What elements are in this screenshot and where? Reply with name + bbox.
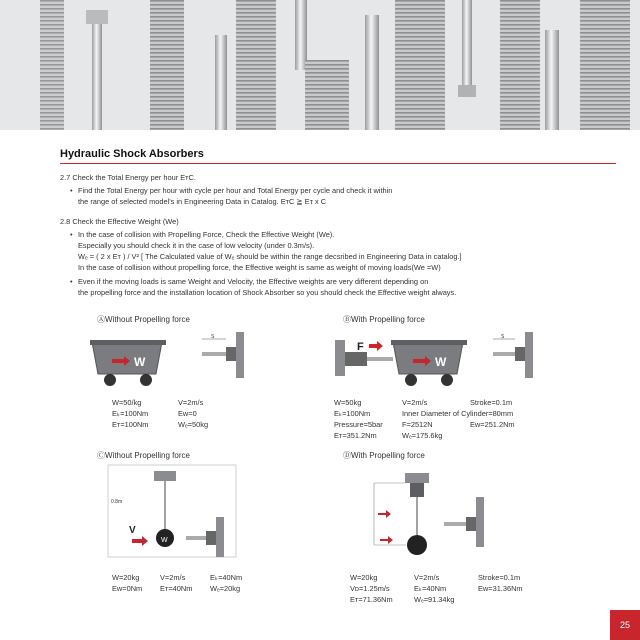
figure-d-pendulum-diagram — [360, 465, 510, 560]
cart-wheel — [441, 374, 453, 386]
section-2-8-bullet-line: Especially you should check it in the case of low velocity (under 0.3m/s). — [78, 241, 315, 250]
spec-d-5: Eₖ=40Nm — [414, 584, 447, 593]
pivot-mount — [405, 473, 429, 483]
spec-b-6: Pressure=5bar — [334, 420, 383, 429]
hero-photo — [0, 0, 640, 130]
propel-cylinder — [345, 352, 367, 366]
pivot-mount — [154, 471, 176, 481]
spec-c-6: Wₑ=20kg — [210, 584, 241, 593]
figure-b-cart-diagram — [335, 330, 545, 392]
figure-c-pendulum-diagram — [108, 465, 243, 565]
title-divider — [60, 163, 616, 164]
spec-d-7: Eᴛ=71.36Nm — [350, 595, 393, 604]
figure-b-label: ⒷWith Propelling force — [343, 315, 425, 324]
mounting-wall — [525, 332, 533, 378]
propel-cylinder — [410, 483, 424, 497]
cylinder-rod — [367, 357, 393, 361]
figure-a-cart-diagram — [90, 330, 260, 392]
cart-body — [92, 342, 162, 374]
spec-c-5: Eᴛ=40Nm — [160, 584, 193, 593]
spec-a-4: Eᴡ=0 — [178, 409, 197, 418]
spec-b-7: F=2512N — [402, 420, 433, 429]
figure-d-label: ⒹWith Propelling force — [343, 451, 425, 460]
spec-d-1: W=20kg — [350, 573, 378, 582]
height-label: 0.8m — [111, 499, 123, 505]
mounting-wall — [236, 332, 244, 378]
section-2-8-bullet-line: • Even if the moving loads is same Weight and Velocity, the Effective weights are very different depending on — [78, 276, 428, 287]
section-2-8-bullet-line: In the case of collision without propelling force, the Effective weight is same as weight of moving loads(We =W) — [78, 263, 441, 272]
cart-weight-letter: W — [134, 355, 146, 369]
stroke-label: S — [211, 334, 215, 340]
stroke-label: S — [501, 334, 505, 340]
spec-a-3: Eₖ=100Nm — [112, 409, 149, 418]
spec-d-3: Stroke=0.1m — [478, 573, 521, 582]
cart-wheel — [104, 374, 116, 386]
absorber-body — [466, 517, 476, 531]
section-2-7-heading: 2.7 Check the Total Energy per hour EᴛC. — [60, 173, 196, 182]
force-arrow-icon — [369, 341, 383, 351]
spec-b-1: W=50kg — [334, 398, 362, 407]
spec-c-4: Eᴡ=0Nm — [112, 584, 143, 593]
section-2-7-bullet-line: • Find the Total Energy per hour with cycle per hour and Total Energy per cycle and check it within — [78, 185, 392, 196]
absorber-body — [226, 347, 236, 361]
ball-weight-letter: W — [161, 537, 168, 544]
figure-c-label: ⒸWithout Propelling force — [97, 451, 190, 460]
pendulum-ball — [407, 535, 427, 555]
cylinder-wall — [335, 340, 345, 376]
cart-wheel — [405, 374, 417, 386]
cart-weight-letter: W — [435, 355, 447, 369]
spec-c-2: V=2m/s — [160, 573, 186, 582]
section-2-8-bullet-line: • In the case of collision with Propelling Force, Check the Effective Weight (We). — [78, 229, 334, 240]
spec-a-6: Wₑ=50kg — [178, 420, 209, 429]
section-2-8-heading: 2.8 Check the Effective Weight (We) — [60, 217, 179, 226]
absorber-rod — [493, 352, 515, 356]
spec-b-5: Inner Diameter of Cylinder=80mm — [402, 409, 514, 418]
spec-b-2: V=2m/s — [402, 398, 428, 407]
spec-d-4: Vᴅ=1.25m/s — [350, 584, 390, 593]
spec-d-6: Eᴡ=31.36Nm — [478, 584, 523, 593]
force-letter: F — [357, 341, 364, 353]
force-arrow-icon — [378, 510, 391, 518]
spec-b-10: Wₑ=175.6kg — [402, 431, 443, 440]
mounting-wall — [476, 497, 484, 547]
section-2-8-formula: Wₑ = ( 2 x Eᴛ ) / V² [ The Calculated value of Wₑ should be within the range decsribed in Engineering Data in catalog.] — [78, 252, 462, 261]
shock-absorber-photo — [0, 0, 640, 130]
spec-a-1: W=50/kg — [112, 398, 142, 407]
absorber-rod — [444, 522, 466, 526]
spec-a-5: Eᴛ=100Nm — [112, 420, 149, 429]
spec-b-8: Eᴡ=251.2Nm — [470, 420, 515, 429]
spec-b-3: Stroke=0.1m — [470, 398, 513, 407]
velocity-arrow-icon — [132, 536, 148, 546]
absorber-body — [206, 531, 216, 545]
spec-c-3: Eₖ=40Nm — [210, 573, 243, 582]
absorber-body — [515, 347, 525, 361]
cart-rim — [90, 340, 166, 345]
section-2-8-bullet-line: the propelling force and the installation location of Shock Absorber so you should check the Effective weight always. — [78, 288, 457, 297]
velocity-arrow-icon — [380, 536, 393, 544]
spec-c-1: W=20kg — [112, 573, 140, 582]
figure-a-label: ⒶWithout Propelling force — [97, 315, 190, 324]
spec-d-8: Wₑ=91.34kg — [414, 595, 455, 604]
cart-rim — [391, 340, 467, 345]
spec-a-2: V=2m/s — [178, 398, 204, 407]
page-number: 25 — [610, 610, 640, 640]
section-2-7-bullet-line: the range of selected model's in Engineering Data in Catalog. EᴛC ≧ Eᴛ x C — [78, 197, 327, 206]
spec-d-2: V=2m/s — [414, 573, 440, 582]
absorber-rod — [202, 352, 226, 356]
absorber-rod — [186, 536, 206, 540]
velocity-letter: V — [129, 525, 136, 536]
spec-b-9: Eᴛ=351.2Nm — [334, 431, 377, 440]
mounting-wall — [216, 517, 224, 557]
page-title: Hydraulic Shock Absorbers — [60, 148, 204, 160]
cart-body — [393, 342, 463, 374]
spec-b-4: Eₖ=100Nm — [334, 409, 371, 418]
cart-wheel — [140, 374, 152, 386]
